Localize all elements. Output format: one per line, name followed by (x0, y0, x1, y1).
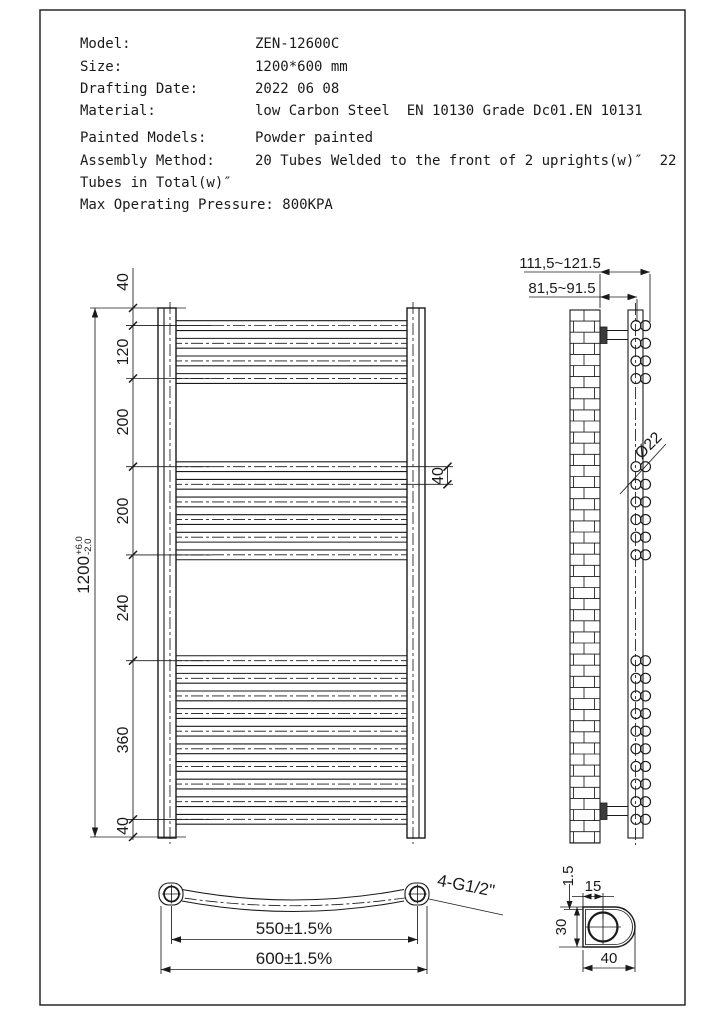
dim-hole-offset: 15 (584, 878, 602, 895)
spec-value: ZEN-12600C (255, 36, 340, 52)
spec-row-material (80, 103, 670, 123)
spec-value: 20 Tubes Welded to the front of 2 uprights(w)″ 22 (255, 153, 677, 169)
spec-label: Model: (80, 36, 131, 52)
dim-width: 40 (600, 950, 618, 967)
detail-view (553, 866, 635, 972)
dim-connections: 4-G1/2" (435, 870, 497, 901)
dim-top-40: 40 (115, 273, 132, 291)
spec-row-assembly (80, 153, 677, 173)
spec-label: Painted Models: (80, 130, 207, 146)
spec-label: Size: (80, 59, 123, 75)
bottom-bracket (600, 803, 628, 820)
dim-360: 360 (115, 726, 132, 754)
top-view (159, 871, 503, 974)
spec-table (0, 0, 720, 230)
spec-label: Material: (80, 103, 156, 119)
left-upright (158, 302, 176, 844)
spec-row-size (80, 59, 670, 79)
spec-pressure: Max Operating Pressure: 800KPA (80, 197, 333, 213)
side-view (519, 255, 666, 845)
front-view (90, 268, 453, 844)
dim-offset-max: 111,5~121.5 (519, 255, 601, 272)
dim-bottom-40: 40 (115, 817, 132, 835)
top-view-dimensions (161, 906, 427, 974)
spec-label: Assembly Method: (80, 153, 215, 169)
spec-assembly-overflow: Tubes in Total(w)″ (80, 175, 232, 191)
top-bracket (600, 327, 628, 344)
spec-value: 1200*600 mm (255, 59, 348, 75)
right-upright (407, 302, 425, 844)
dim-overall-height-value: 1200 (74, 555, 93, 594)
spec-label: Drafting Date: (80, 81, 199, 97)
dim-center-distance: 550±1.5% (255, 919, 333, 938)
connection-callout (429, 871, 503, 915)
dim-200-a: 200 (115, 408, 132, 436)
dim-240: 240 (115, 594, 132, 622)
dim-offset-min: 81,5~91.5 (528, 280, 596, 297)
left-fitting (159, 883, 183, 905)
right-fitting (405, 883, 429, 905)
dim-overall-height-tolerance: +6.0 -2.0 (73, 536, 94, 555)
spec-value: 2022 06 08 (255, 81, 340, 97)
spec-row-painted (80, 130, 670, 150)
dim-200-b: 200 (115, 497, 132, 525)
dim-depth: 30 (553, 918, 570, 936)
rail-top-edge (182, 890, 404, 901)
dim-tube-dia: Ø22 (632, 429, 666, 463)
front-chain-dimension (90, 268, 212, 841)
front-tubes (170, 321, 413, 824)
rail-bottom-edge (182, 901, 404, 912)
spec-value: low Carbon Steel EN 10130 Grade Dc01.EN 10131 (255, 103, 643, 119)
dim-pitch-40: 40 (430, 467, 447, 485)
spec-row-model (80, 36, 670, 56)
spec-row-date (80, 81, 670, 101)
dim-120: 120 (115, 338, 132, 366)
dim-overall-height (74, 536, 94, 594)
dim-wall: 1.5 (560, 865, 577, 887)
dim-overall-width: 600±1.5% (255, 949, 333, 968)
spec-value: Powder painted (255, 130, 374, 146)
